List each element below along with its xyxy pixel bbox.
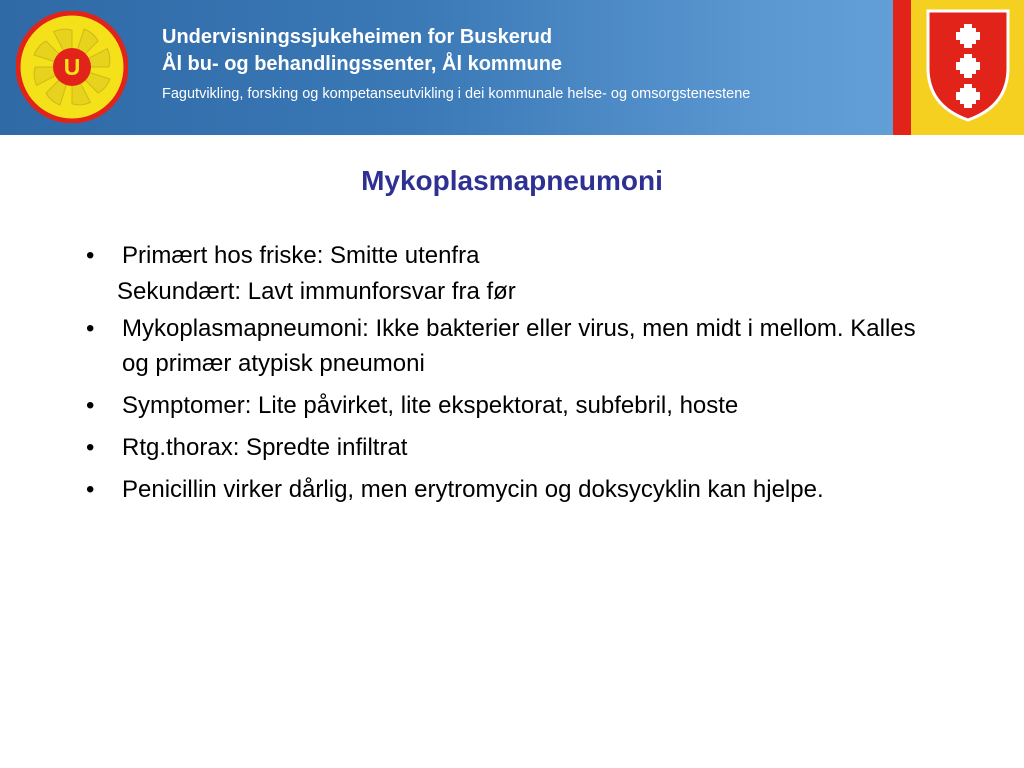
list-item (86, 430, 946, 465)
list-item (86, 238, 946, 273)
bullet-icon: • (86, 242, 95, 269)
list-item (86, 472, 946, 507)
list-item-text: Sekundært: Lavt immunforsvar fra før (117, 278, 516, 305)
list-item (86, 274, 946, 309)
bullet-icon: • (86, 392, 95, 419)
list-item-text: Penicillin virker dårlig, men erytromycin og doksycyklin kan hjelpe. (122, 476, 824, 503)
list-item-text: Symptomer: Lite påvirket, lite ekspektorat, subfebril, hoste (122, 392, 739, 419)
red-stripe (893, 0, 911, 135)
bullet-icon: • (86, 315, 95, 342)
bullet-icon: • (86, 434, 95, 461)
list-item-text: Mykoplasmapneumoni: Ikke bakterier eller virus, men midt i mellom. Kalles og primær atypisk pneumoni (122, 315, 916, 377)
banner-text (162, 24, 750, 104)
list-item (86, 311, 946, 381)
coat-of-arms-icon (925, 8, 1011, 122)
bullet-icon: • (86, 476, 95, 503)
institution-subtitle: Ål bu- og behandlingssenter, Ål kommune (162, 53, 563, 75)
bullet-list (86, 238, 946, 514)
sun-logo-icon (16, 11, 128, 123)
logo-letter: U (63, 54, 81, 80)
list-item-text: Rtg.thorax: Spredte infiltrat (122, 434, 408, 461)
slide-title: Mykoplasmapneumoni (361, 165, 663, 196)
institution-tagline: Fagutvikling, forsking og kompetanseutvikling i dei kommunale helse- og omsorgstenestene (162, 86, 751, 102)
list-item (86, 388, 946, 423)
list-item-text: Primært hos friske: Smitte utenfra (122, 242, 480, 269)
institution-name: Undervisningssjukeheimen for Buskerud (162, 26, 553, 48)
header-banner (0, 0, 1024, 135)
